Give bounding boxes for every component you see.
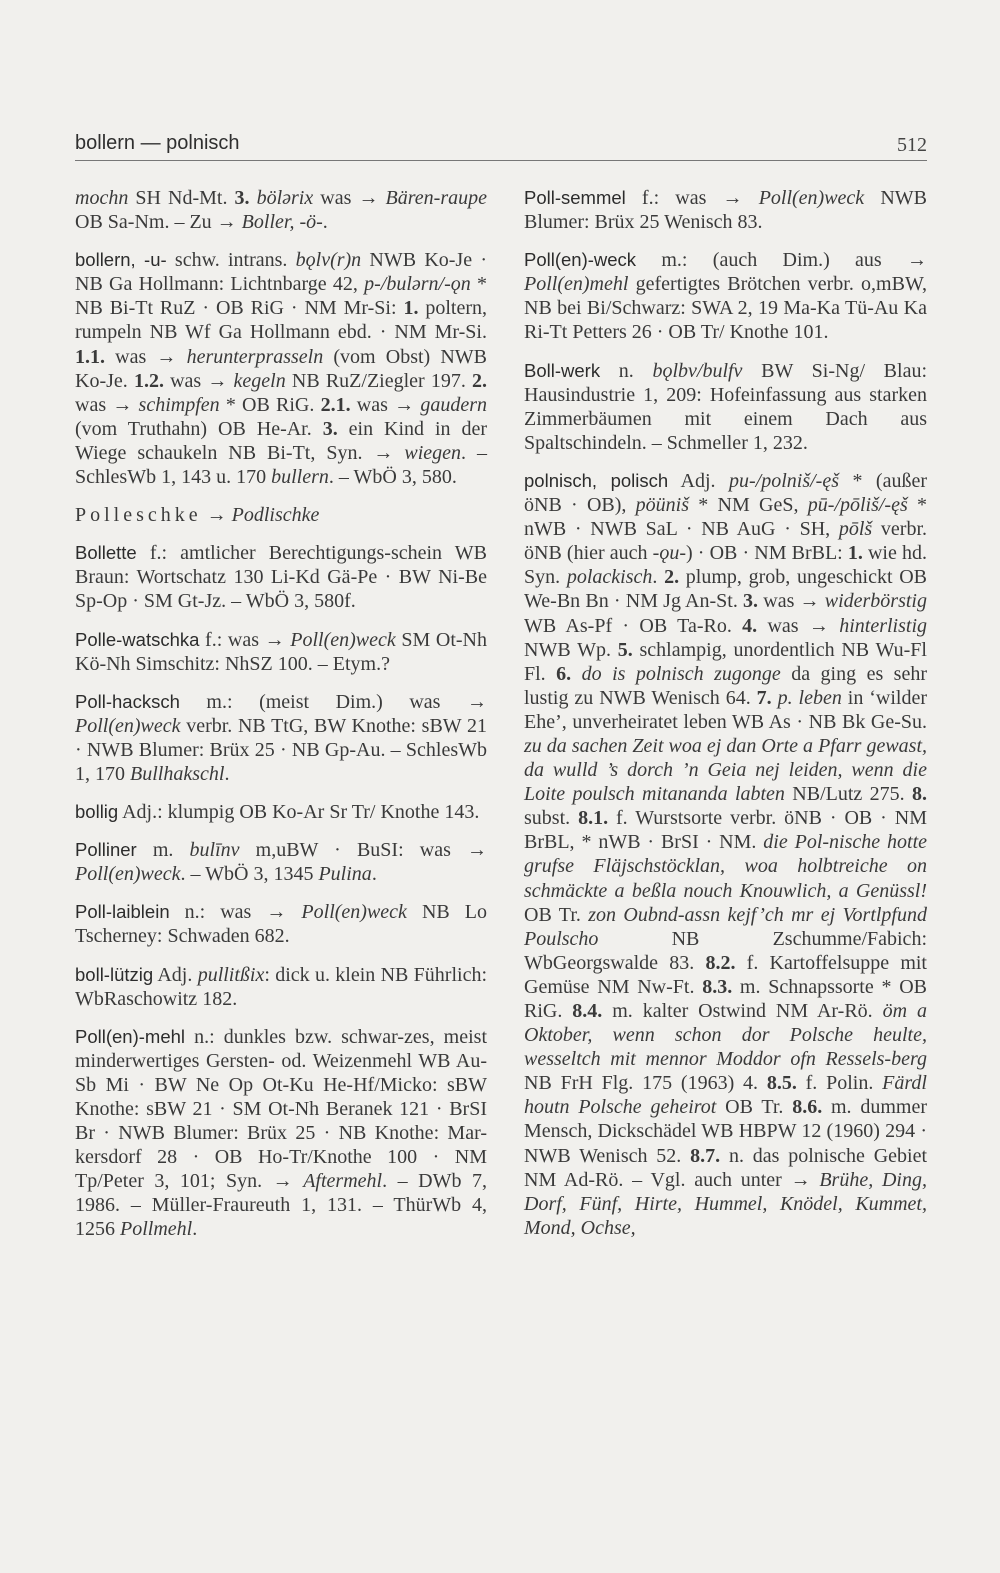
dictionary-entry: Polle-watschka f.: was → Poll(en)weck SM Ot-Nh Kö-Nh Simschitz: NhSZ 100. – Etym.?	[75, 628, 487, 675]
left-column	[75, 186, 487, 1256]
dictionary-entry: Poll(en)-weck m.: (auch Dim.) aus → Poll(en)mehl gefertigtes Brötchen verbr. o,mBW, NB bei Bi/Schwarz: SWA 2, 19 Ma-Ka Tü-Au Ka Ri-Tt Petters 26 · OB Tr/ Knothe 101.	[524, 249, 927, 344]
dictionary-entry: bollig Adj.: klumpig OB Ko-Ar Sr Tr/ Knothe 143.	[75, 801, 480, 824]
dictionary-entry: mochn SH Nd-Mt. 3. bölәrix was → Bären-raupe OB Sa-Nm. – Zu → Boller, -ö-.	[75, 187, 488, 234]
dictionary-entry: Poll(en)-mehl n.: dunkles bzw. schwar-zes, meist minderwertiges Gersten- od. Weizenmehl WB Au-Sb Mi · BW Ne Op Ot-Ku He-Hf/Micko: sBW Knothe: sBW 21 · SM Ot-Nh Beranek 121 · BrSI Br · NWB Blumer: Brüx 25 · NB Knothe: Mar-kersdorf 28 · OB Ho-Tr/Knothe 100 · NM Tp/Peter 3, 101; Syn. → Aftermehl. – DWb 7, 1986. – Müller-Fraureuth 1, 131. – ThürWb 4, 1256 Pollmehl.	[75, 1025, 487, 1241]
dictionary-entry: Poll-laiblein n.: was → Poll(en)weck NB Lo Tscherney: Schwaden 682.	[75, 901, 487, 948]
page-number: 512	[897, 134, 927, 156]
right-column	[524, 186, 927, 1254]
header-rule	[75, 160, 927, 161]
dictionary-entry: Poll-hacksch m.: (meist Dim.) was → Poll(en)weck verbr. NB TtG, BW Knothe: sBW 21 · NWB Blumer: Brüx 25 · NB Gp-Au. – SchlesWb 1, 170 Bullhakschl.	[75, 690, 487, 785]
dictionary-entry: boll-lützig Adj. pullitßix: dick u. klein NB Führlich: WbRaschowitz 182.	[75, 963, 488, 1010]
dictionary-entry: polnisch, polisch Adj. pu-/polniš/-ęš * (außer öNB · OB), pöüniš * NM GeS, pū-/pōliš/-ęš * nWB · NWB SaL · NB AuG · SH, pōlš verbr. öNB (hier auch -ǫu-) · OB · NM BrBL: 1. wie hd. Syn. polackisch. 2. plump, grob, ungeschickt OB We-Bn Bn · NM Jg An-St. 3. was → widerbörstig WB As-Pf · OB Ta-Ro. 4. was → hinterlistig NWB Wp. 5. schlampig, unordentlich NB Wu-Fl Fl. 6. do is polnisch zugonge da ging es sehr lustig zu NWB Wenisch 64. 7. p. leben in ‘wilder Ehe’, unverheiratet leben WB As · NB Bk Ge-Su. zu da sachen Zeit woa ej dan Orte a Pfarr gewast, da wulld ’s dorch ’n Geia nej leiden, wenn die Loite poulsch mitananda labten NB/Lutz 275. 8. subst. 8.1. f. Wurstsorte verbr. öNB · OB · NM BrBL, * nWB · BrSI · NM. die Pol-nische hotte grufse Fläjschstöcklan, woa holbtreiche on schmäckte a beßla nouch Knouwlich, a Genüssl! OB Tr. zon Oubnd-assn kejf’ch mr ej Vortlpfund Poulscho NB Zschumme/Fabich: WbGeorgswalde 83. 8.2. f. Kartoffelsuppe mit Gemüse NM Nw-Ft. 8.3. m. Schnapssorte * OB RiG. 8.4. m. kalter Ostwind NM Ar-Rö. öm a Oktober, wenn schon dor Polsche heulte, wesseltch mit mennor Moddor ofn Ressels-berg NB FrH Flg. 175 (1963) 4. 8.5. f. Polin. Färdl houtn Polsche geheirot OB Tr. 8.6. m. dummer Mensch, Dickschädel WB HBPW 12 (1960) 294 · NWB Wenisch 52. 8.7. n. das polnische Gebiet NM Ad-Rö. – Vgl. auch unter → Brühe, Ding, Dorf, Fünf, Hirte, Hummel, Knödel, Kummet, Mond, Ochse,	[524, 469, 928, 1239]
dictionary-entry: bollern, -u- schw. intrans. bǫlv(r)n NWB Ko-Je · NB Ga Hollmann: Lichtnbarge 42, p-/bulәrn/-ǫn * NB Bi-Tt RuZ · OB RiG · NM Mr-Si: 1. poltern, rumpeln NB Wf Ga Hollmann ebd. · NM Mr-Si. 1.1. was → herunterprasseln (vom Obst) NWB Ko-Je. 1.2. was → kegeln NB RuZ/Ziegler 197. 2. was → schimpfen * OB RiG. 2.1. was → gaudern (vom Truthahn) OB He-Ar. 3. ein Kind in der Wiege schaukeln NB Bi-Tt, Syn. → wiegen. – SchlesWb 1, 143 u. 170 bullern. – WbÖ 3, 580.	[75, 249, 488, 489]
dictionary-entry: Polleschke → Podlischke	[75, 504, 320, 527]
page-header	[75, 132, 927, 162]
running-head: bollern — polnisch	[75, 132, 240, 154]
dictionary-entry: Boll-werk n. bǫlbv/bulfv BW Si-Ng/ Blau: Hausindustrie 1, 209: Hofeinfassung aus starken Zimmerbäumen mit einem Dach aus Spaltschindeln. – Schmeller 1, 232.	[524, 359, 928, 454]
dictionary-entry: Bollette f.: amtlicher Berechtigungs-schein WB Braun: Wortschatz 130 Li-Kd Gä-Pe · BW Ni-Be Sp-Op · SM Gt-Jz. – WbÖ 3, 580f.	[75, 542, 487, 613]
dictionary-entry: Polliner m. bulīnv m,uBW · BuSI: was → Poll(en)weck. – WbÖ 3, 1345 Pulina.	[75, 839, 487, 886]
dictionary-entry: Poll-semmel f.: was → Poll(en)weck NWB Blumer: Brüx 25 Wenisch 83.	[524, 187, 927, 234]
